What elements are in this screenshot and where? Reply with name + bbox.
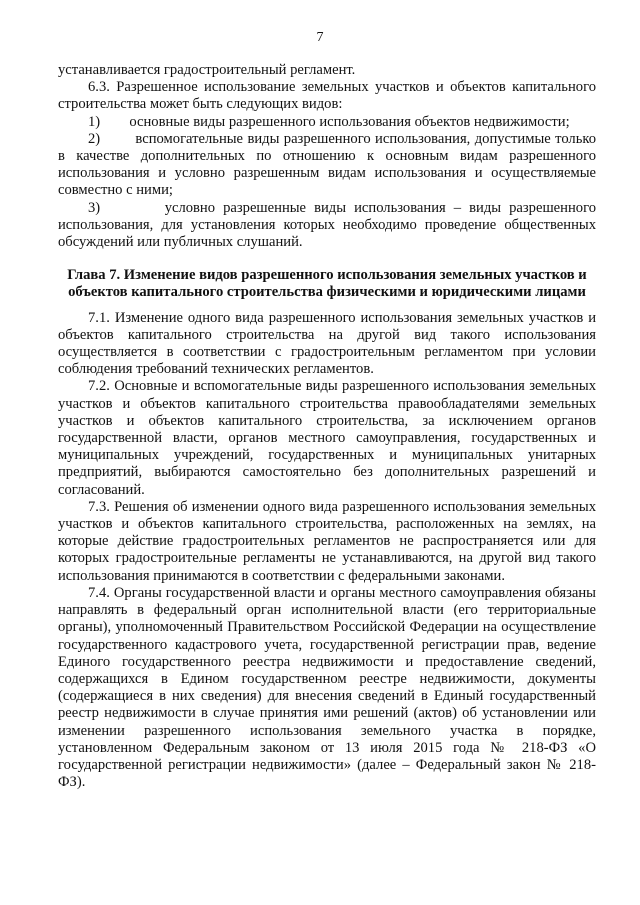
list-item-number: 1) [88, 113, 101, 130]
list-item [58, 200, 596, 252]
section-paragraph: 7.2. Основные и вспомогательные виды разрешенного использования земельных участков и объектов капитального строительства правообладателями земельных участков и объектов капитального строительства, за исключением органов государственной власти, органов местного самоуправления, государственных и муниципальных учреждений, государственных и муниципальных унитарных предприятий, выбираются самостоятельно без дополнительных разрешений и согласований. [58, 378, 596, 498]
list-item-number: 3) [88, 199, 101, 216]
list-item-text: условно разрешенные виды использования – виды разрешенного использования, для установления которых необходимо проведение общественных обсуждений или публичных слушаний. [58, 199, 596, 251]
list-item [58, 131, 596, 200]
list-item-text: вспомогательные виды разрешенного использования, допустимые только в качестве дополнительных по отношению к основным видам разрешенного использования и условно разрешенным видам использования и осуществляемые совместно с ними; [58, 130, 597, 199]
section-paragraph: 7.4. Органы государственной власти и органы местного самоуправления обязаны направлять в федеральный орган исполнительной власти (его территориальные органы), уполномоченный Правительством Российской Федерации на осуществление государственного кадастрового учета, государственной регистрации прав, ведение Единого государственного реестра недвижимости и предоставление сведений, содержащихся в Едином государственном реестре недвижимости, документы (содержащиеся в них сведения) для внесения сведений в Единый государственный реестр недвижимости в случае принятия ими решений (актов) об установлении или изменении разрешенного использования земельного участка в порядке, установленном Федеральным законом от 13 июля 2015 года № 218-ФЗ «О государственной регистрации недвижимости» (далее – Федеральный закон № 218-ФЗ). [58, 584, 596, 791]
document-body [58, 62, 596, 791]
section-paragraph: 7.1. Изменение одного вида разрешенного использования земельных участков и объектов капитального строительства на другой вид такого использования осуществляется в соответствии с градостроительным регламентом при условии соблюдения требований технических регламентов. [58, 309, 596, 378]
paragraph: 6.3. Разрешенное использование земельных участков и объектов капитального строительства может быть следующих видов: [58, 79, 596, 113]
list-item [58, 114, 596, 131]
paragraph: устанавливается градостроительный регламент. [58, 62, 356, 78]
section-paragraph: 7.3. Решения об изменении одного вида разрешенного использования земельных участков и объектов капитального строительства, расположенных на землях, на которые действие градостроительных регламентов не распространяется или для которых градостроительные регламенты не устанавливаются, на другой вид такого использования принимаются в соответствии с федеральными законами. [58, 498, 596, 584]
list-item-text: основные виды разрешенного использования объектов недвижимости; [129, 113, 570, 130]
list-item-number: 2) [88, 130, 101, 147]
chapter-heading: Глава 7. Изменение видов разрешенного использования земельных участков и объектов капитального строительства физическими и юридическими лицами [67, 267, 587, 301]
page-number: 7 [316, 30, 324, 45]
